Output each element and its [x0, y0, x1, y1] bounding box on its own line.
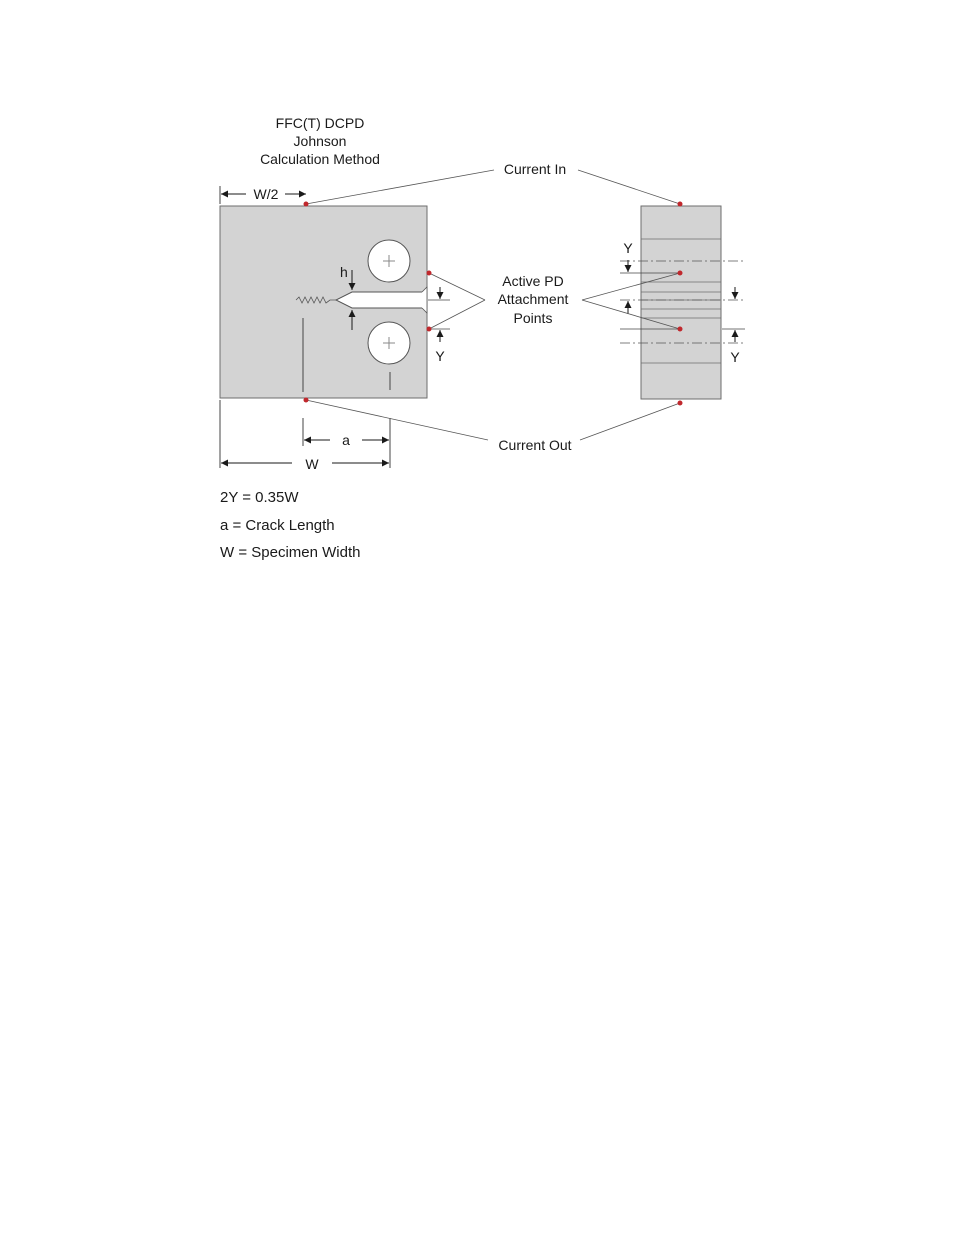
- active-pd-label-line-3: Points: [513, 310, 553, 326]
- bottom-dimensions: [220, 400, 390, 472]
- current-in-point-side: [678, 202, 683, 207]
- legend: [220, 489, 360, 561]
- leader-current-in-front: [306, 170, 494, 204]
- current-in-point-front: [304, 202, 309, 207]
- leader-current-out-front: [306, 400, 488, 440]
- notch: [336, 292, 427, 308]
- leader-pd-front-upper: [429, 273, 485, 300]
- diagram-title: [260, 115, 380, 167]
- crack-length-label: a: [342, 432, 350, 448]
- legend-line-1: 2Y = 0.35W: [220, 489, 299, 506]
- leader-current-in-side: [578, 170, 680, 204]
- front-offset-label: Y: [435, 348, 445, 364]
- pd-point-front-upper: [427, 271, 432, 276]
- active-pd-label-line-2: Attachment: [497, 291, 569, 307]
- half-width-label: W/2: [253, 186, 279, 202]
- pd-point-side-lower: [678, 327, 683, 332]
- notch-height-label: h: [340, 264, 348, 280]
- half-width-dimension: [220, 186, 306, 204]
- leader-pd-front-lower: [429, 300, 485, 329]
- specimen-side-view: [620, 206, 745, 399]
- title-line-2: Johnson: [293, 133, 347, 149]
- side-body: [641, 206, 721, 399]
- pd-point-front-lower: [427, 327, 432, 332]
- side-offset-label-bottom: Y: [730, 349, 740, 365]
- active-pd-label: [498, 273, 569, 326]
- active-pd-label-line-1: Active PD: [502, 273, 564, 289]
- notch-tip: [422, 287, 427, 313]
- current-in-label: Current In: [503, 161, 567, 177]
- current-out-label: Current Out: [498, 437, 572, 453]
- pd-point-side-upper: [678, 271, 683, 276]
- title-line-1: FFC(T) DCPD: [275, 115, 365, 131]
- side-offset-label-top: Y: [623, 240, 633, 256]
- legend-line-3: W = Specimen Width: [220, 544, 361, 561]
- specimen-front-view: [220, 206, 427, 398]
- leader-current-out-side: [580, 403, 680, 440]
- current-out-point-side: [678, 401, 683, 406]
- current-out-point-front: [304, 398, 309, 403]
- front-offset-dimension: [428, 287, 450, 364]
- width-label: W: [305, 456, 319, 472]
- legend-line-2: a = Crack Length: [220, 517, 335, 534]
- title-line-3: Calculation Method: [260, 151, 380, 167]
